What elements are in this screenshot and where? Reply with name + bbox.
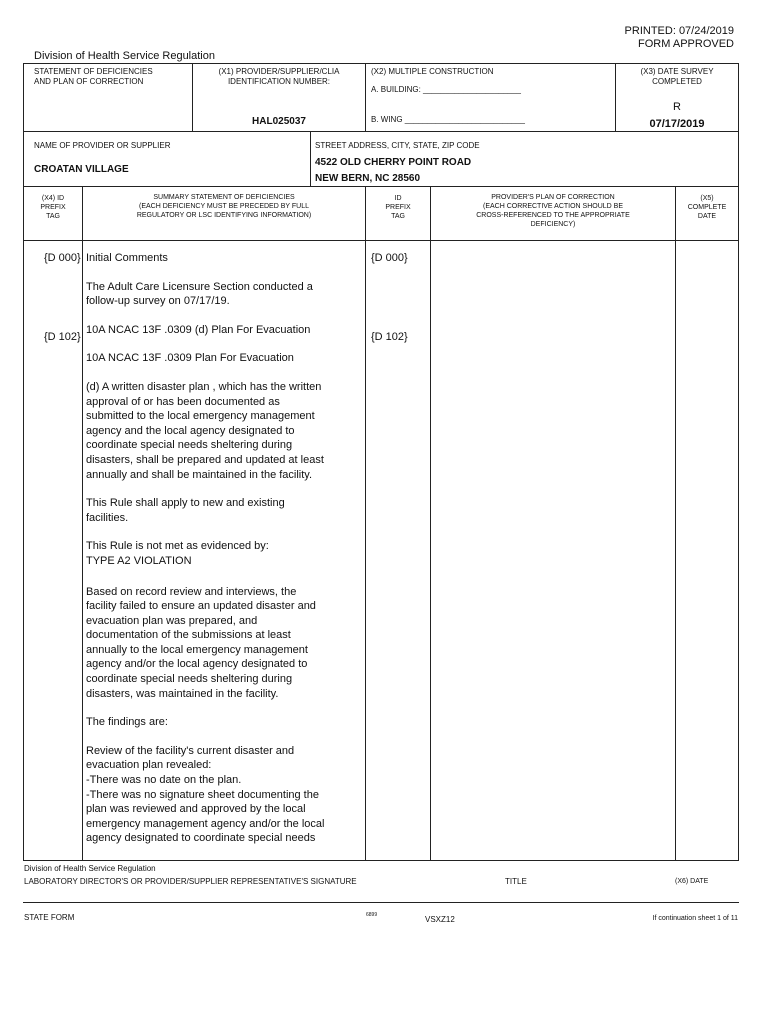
x1-value: HAL025037 bbox=[252, 116, 306, 127]
signature-label: LABORATORY DIRECTOR'S OR PROVIDER/SUPPLIER REPRESENTATIVE'S SIGNATURE bbox=[24, 877, 357, 886]
para-findings-summary: Based on record review and interviews, the facility failed to ensure an updated disaster and evacuation plan was prepared, and documentation of the submissions at least annually to the local emergency management agency and/or the local agency designated to coordinate special needs sheltering during disasters, was maintained in the facility. bbox=[86, 585, 316, 700]
address-line2: NEW BERN, NC 28560 bbox=[315, 173, 421, 184]
tag-d000-left: {D 000} bbox=[44, 252, 81, 264]
para-rule-d: (d) A written disaster plan , which has the written approval of or has been documented as submitted to the local emergency management agency and the local agency designated to coordinate special needs sheltering during disasters, shall be prepared and updated at least annually and shall be maintained in the facility. bbox=[86, 380, 324, 481]
x3-date: 07/17/2019 bbox=[649, 118, 705, 130]
x5-header: (X5) COMPLETE DATE bbox=[687, 195, 727, 220]
x6-date-label: (X6) DATE bbox=[675, 878, 709, 885]
provider-name-label: NAME OF PROVIDER OR SUPPLIER bbox=[34, 141, 171, 150]
footer-division: Division of Health Service Regulation bbox=[24, 864, 156, 873]
x1-label: (X1) PROVIDER/SUPPLIER/CLIA IDENTIFICATION NUMBER: bbox=[218, 67, 340, 86]
address-label: STREET ADDRESS, CITY, STATE, ZIP CODE bbox=[315, 141, 480, 150]
para-findings-are: The findings are: bbox=[86, 716, 168, 729]
x3-label: (X3) DATE SURVEY COMPLETED bbox=[640, 67, 714, 86]
division-title: Division of Health Service Regulation bbox=[34, 50, 215, 62]
tag-d102-left: {D 102} bbox=[44, 331, 81, 343]
provider-name: CROATAN VILLAGE bbox=[34, 164, 129, 175]
para-survey: The Adult Care Licensure Section conducted a follow-up survey on 07/17/19. bbox=[86, 280, 313, 308]
state-form-label: STATE FORM bbox=[24, 913, 75, 922]
rule-heading: 10A NCAC 13F .0309 (d) Plan For Evacuation bbox=[86, 323, 311, 336]
plan-header: PROVIDER'S PLAN OF CORRECTION (EACH CORRECTIVE ACTION SHOULD BE CROSS-REFERENCED TO THE APPROPRIATE DEFICIENCY) bbox=[476, 194, 630, 228]
x2-building: A. BUILDING: ______________________ bbox=[371, 85, 521, 94]
form-id: VSXZ12 bbox=[425, 915, 455, 924]
initial-comments-heading: Initial Comments bbox=[86, 252, 168, 264]
x2-wing: B. WING ___________________________ bbox=[371, 115, 525, 124]
summary-body bbox=[86, 251, 364, 860]
tag-d102-right: {D 102} bbox=[371, 331, 408, 343]
para-not-met: This Rule is not met as evidenced by: TYPE A2 VIOLATION bbox=[86, 540, 269, 567]
form-approved: FORM APPROVED bbox=[638, 38, 734, 50]
para-applies: This Rule shall apply to new and existing facilities. bbox=[86, 497, 285, 524]
x2-label: (X2) MULTIPLE CONSTRUCTION bbox=[371, 67, 494, 76]
summary-header: SUMMARY STATEMENT OF DEFICIENCIES (EACH DEFICIENCY MUST BE PRECEDED BY FULL REGULATORY OR LSC IDENTIFYING INFORMATION) bbox=[136, 194, 312, 219]
tag-d000-right: {D 000} bbox=[371, 252, 408, 264]
printed-date: PRINTED: 07/24/2019 bbox=[624, 25, 734, 37]
continuation-sheet: If continuation sheet 1 of 11 bbox=[652, 915, 738, 922]
rule-title: 10A NCAC 13F .0309 Plan For Evacuation bbox=[86, 352, 294, 365]
id-header: ID PREFIX TAG bbox=[385, 195, 411, 220]
para-review: Review of the facility's current disaster and evacuation plan revealed: -There was no date on the plan. -There was no signature sheet documenting the plan was reviewed and approved by the local emergency management agency and/or the local agency designated to coordinate special needs bbox=[86, 744, 325, 845]
x4-header: (X4) ID PREFIX TAG bbox=[40, 195, 66, 220]
statement-label: STATEMENT OF DEFICIENCIES AND PLAN OF CORRECTION bbox=[34, 67, 153, 86]
form-code: 6899 bbox=[366, 912, 378, 918]
title-label: TITLE bbox=[505, 877, 527, 886]
x3-r: R bbox=[673, 101, 681, 113]
address-line1: 4522 OLD CHERRY POINT ROAD bbox=[315, 157, 472, 168]
